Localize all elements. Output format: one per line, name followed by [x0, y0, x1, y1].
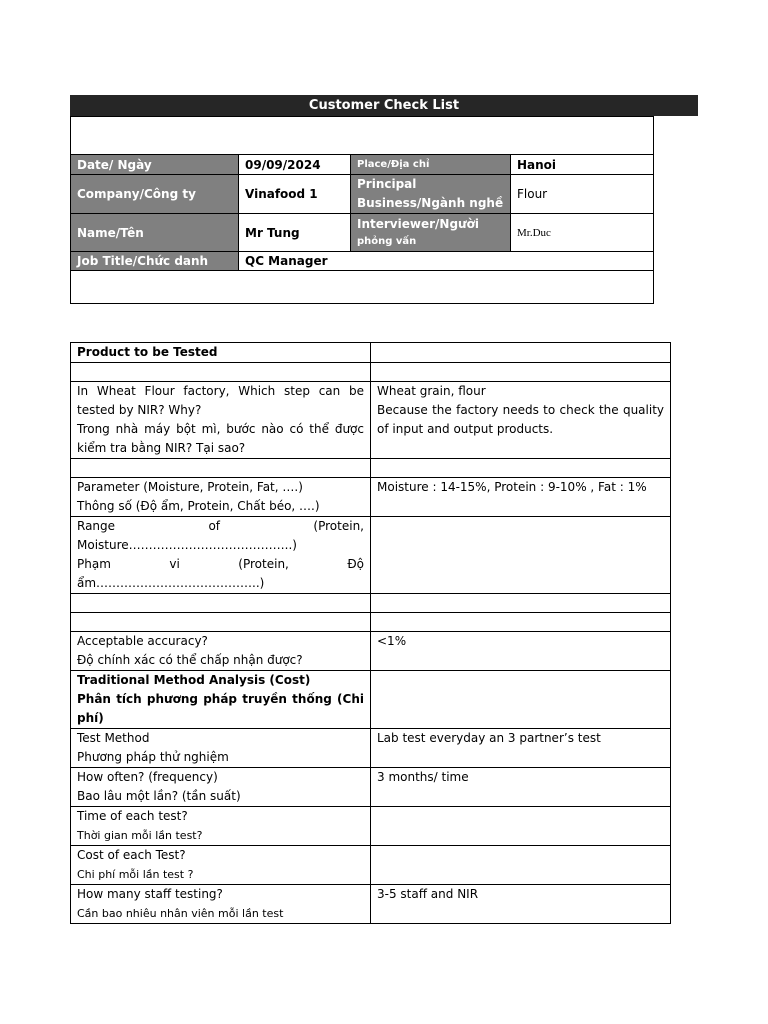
question-range-en-b: Moisture…………………………………..): [77, 538, 297, 552]
info-row-name: [71, 214, 654, 252]
jobtitle-label: Job Title/Chức danh: [71, 252, 239, 271]
question-cost-en: Cost of each Test?: [77, 848, 186, 862]
empty-row: [71, 363, 671, 382]
question-test-method-en: Test Method: [77, 731, 150, 745]
info-bottom-row: [71, 271, 654, 304]
answer-range: [371, 517, 671, 594]
question-accuracy-en: Acceptable accuracy?: [77, 634, 208, 648]
question-row-parameter: [71, 478, 671, 517]
question-staff: [71, 885, 371, 924]
answer-accuracy: <1%: [371, 632, 671, 671]
question-frequency-en: How often? (frequency): [77, 770, 218, 784]
interviewer-label-line1: Interviewer/Người: [357, 216, 479, 231]
question-row-accuracy: [71, 632, 671, 671]
info-row-company: [71, 175, 654, 214]
question-row-traditional: [71, 671, 671, 729]
question-nir-step: [71, 382, 371, 459]
question-staff-vi: Cần bao nhiêu nhân viên mỗi lần test: [77, 907, 284, 920]
info-spacer-row: [71, 117, 654, 155]
question-range: [71, 517, 371, 594]
question-row-nir-step: [71, 382, 671, 459]
product-test-table: [70, 342, 671, 924]
info-row-jobtitle: [71, 252, 654, 271]
question-test-method-vi: Phương pháp thử nghiệm: [77, 750, 229, 764]
question-row-test-method: [71, 729, 671, 768]
principal-business-value: Flour: [511, 175, 654, 214]
question-nir-step-en: In Wheat Flour factory, Which step can be tested by NIR? Why?: [77, 384, 364, 417]
principal-label-line2: Business/Ngành nghề: [357, 196, 504, 210]
answer-test-method: Lab test everyday an 3 partner’s test: [371, 729, 671, 768]
question-accuracy: [71, 632, 371, 671]
question-parameter-vi: Thông số (Độ ẩm, Protein, Chất béo, ….): [77, 499, 320, 513]
question-row-time: [71, 807, 671, 846]
product-header-answer: [371, 343, 671, 363]
question-parameter: [71, 478, 371, 517]
question-range-en-a: Range of (Protein,: [77, 519, 364, 533]
question-range-vi-a: Phạm vi (Protein, Độ: [77, 557, 364, 571]
question-traditional-en: Traditional Method Analysis (Cost): [77, 673, 311, 687]
principal-business-label: [351, 175, 511, 214]
empty-row: [71, 613, 671, 632]
question-row-cost: [71, 846, 671, 885]
question-frequency: [71, 768, 371, 807]
answer-nir-step-line1: Wheat grain, flour: [377, 384, 486, 398]
question-parameter-en: Parameter (Moisture, Protein, Fat, ….): [77, 480, 303, 494]
question-frequency-vi: Bao lâu một lần? (tần suất): [77, 789, 241, 803]
company-value: Vinafood 1: [239, 175, 351, 214]
question-nir-step-vi: Trong nhà máy bột mì, bước nào có thể được kiểm tra bằng NIR? Tại sao?: [77, 422, 364, 455]
answer-frequency: 3 months/ time: [371, 768, 671, 807]
answer-time: [371, 807, 671, 846]
name-label: Name/Tên: [71, 214, 239, 252]
jobtitle-value: QC Manager: [239, 252, 654, 271]
answer-parameter: Moisture : 14-15%, Protein : 9-10% , Fat : 1%: [371, 478, 671, 517]
interviewer-label: [351, 214, 511, 252]
answer-traditional: [371, 671, 671, 729]
checklist-title: Customer Check List: [70, 95, 698, 116]
interviewer-label-line2: phỏng vấn: [357, 235, 417, 247]
question-cost-vi: Chi phí mỗi lần test ?: [77, 868, 194, 881]
empty-row: [71, 594, 671, 613]
question-accuracy-vi: Độ chính xác có thể chấp nhận được?: [77, 653, 303, 667]
question-row-frequency: [71, 768, 671, 807]
interviewer-value: Mr.Duc: [511, 214, 654, 252]
name-value: Mr Tung: [239, 214, 351, 252]
question-staff-en: How many staff testing?: [77, 887, 223, 901]
product-header-row: [71, 343, 671, 363]
question-row-staff: [71, 885, 671, 924]
answer-nir-step: [371, 382, 671, 459]
question-time-en: Time of each test?: [77, 809, 188, 823]
question-row-range: [71, 517, 671, 594]
question-time: [71, 807, 371, 846]
date-value: 09/09/2024: [239, 155, 351, 175]
place-label: Place/Địa chỉ: [351, 155, 511, 175]
info-row-date: [71, 155, 654, 175]
answer-staff: 3-5 staff and NIR: [371, 885, 671, 924]
product-header: Product to be Tested: [71, 343, 371, 363]
answer-cost: [371, 846, 671, 885]
question-test-method: [71, 729, 371, 768]
question-traditional: [71, 671, 371, 729]
question-traditional-vi: Phân tích phương pháp truyền thống (Chi phí): [77, 692, 364, 725]
company-label: Company/Công ty: [71, 175, 239, 214]
answer-nir-step-line2: Because the factory needs to check the quality of input and output products.: [377, 403, 664, 436]
place-value: Hanoi: [511, 155, 654, 175]
empty-row: [71, 459, 671, 478]
question-cost: [71, 846, 371, 885]
customer-info-table: [70, 116, 654, 304]
date-label: Date/ Ngày: [71, 155, 239, 175]
question-range-vi-b: ẩm…………………………………..): [77, 576, 265, 590]
question-time-vi: Thời gian mỗi lần test?: [77, 829, 203, 842]
principal-label-line1: Principal: [357, 177, 417, 191]
